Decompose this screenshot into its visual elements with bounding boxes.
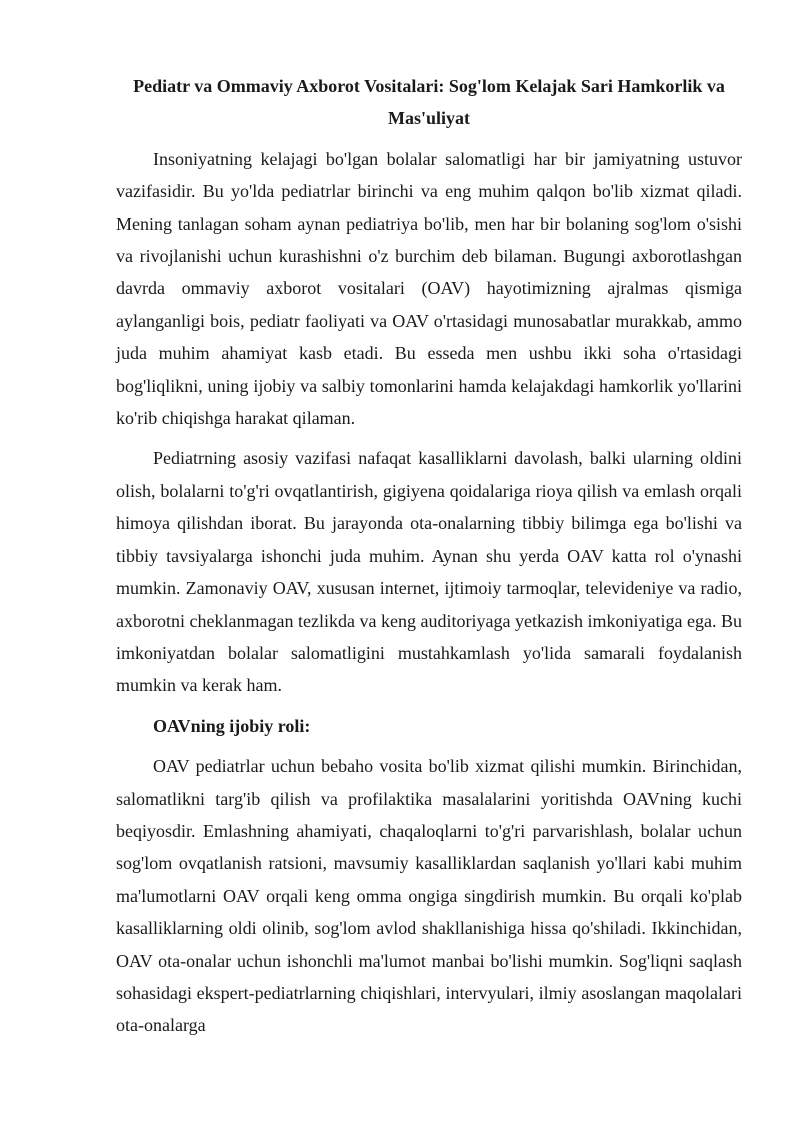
paragraph-positive-role: OAV pediatrlar uchun bebaho vosita bo'lib xizmat qilishi mumkin. Birinchidan, salomatlikni targ'ib qilish va profilaktika masalalarini yoritishda OAVning kuchi beqiyosdir. Emlashning ahamiyati, chaqaloqlarni to'g'ri parvarishlash, bolalar uchun sog'lom ovqatlanish ratsioni, mavsumiy kasalliklardan saqlanish yo'llari kabi muhim ma'lumotlarni OAV orqali keng omma ongiga singdirish mumkin. Bu orqali ko'plab kasalliklarning oldi olinib, sog'lom avlod shakllanishiga hissa qo'shiladi. Ikkinchidan, OAV ota-onalar uchun ishonchli ma'lumot manbai bo'lishi mumkin. Sog'liqni saqlash sohasidagi ekspert-pediatrlarning chiqishlari, intervyulari, ilmiy asoslangan maqolalari ota-onalarga bbox=[116, 756, 742, 1036]
paragraph-pediatrician-role: Pediatrning asosiy vazifasi nafaqat kasalliklarni davolash, balki ularning oldini olish, bolalarni to'g'ri ovqatlantirish, gigiyena qoidalariga rioya qilish va emlash orqali himoya qilishdan iborat. Bu jarayonda ota-onalarning tibbiy bilimga ega bo'lishi va tibbiy tavsiyalarga ishonchi juda muhim. Aynan shu yerda OAV katta rol o'ynashi mumkin. Zamonaviy OAV, xususan internet, ijtimoiy tarmoqlar, televideniye va radio, axborotni cheklanmagan tezlikda va keng auditoriyaga yetkazish imkoniyatiga ega. Bu imkoniyatdan bolalar salomatligini mustahkamlash yo'lida samarali foydalanish mumkin va kerak ham. bbox=[116, 448, 742, 696]
paragraph-intro: Insoniyatning kelajagi bo'lgan bolalar salomatligi har bir jamiyatning ustuvor vazifasidir. Bu yo'lda pediatrlar birinchi va eng muhim qalqon bo'lib xizmat qiladi. Mening tanlagan soham aynan pediatriya bo'lib, men har bir bolaning sog'lom o'sishi va rivojlanishi uchun kurashishni o'z burchim deb bilaman. Bugungi axborotlashgan davrda ommaviy axborot vositalari (OAV) hayotimizning ajralmas qismiga aylanganligi bois, pediatr faoliyati va OAV o'rtasidagi munosabatlar murakkab, ammo juda muhim ahamiyat kasb etadi. Bu esseda men ushbu ikki soha o'rtasidagi bog'liqlikni, uning ijobiy va salbiy tomonlarini hamda kelajakdagi hamkorlik yo'llarini ko'rib chiqishga harakat qilaman. bbox=[116, 148, 742, 429]
section-heading: OAVning ijobiy roli: bbox=[153, 715, 311, 736]
document-title: Pediatr va Ommaviy Axborot Vositalari: Sog'lom Kelajak Sari Hamkorlik va Mas'uliyat bbox=[133, 76, 725, 129]
